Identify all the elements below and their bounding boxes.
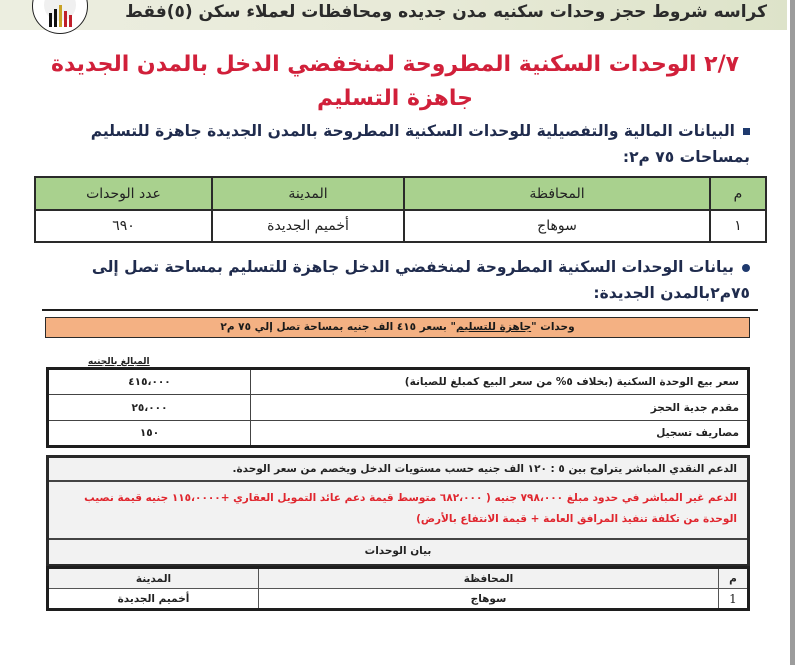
table-row xyxy=(48,589,749,610)
cell-governorate: سوهاج xyxy=(259,589,719,610)
price-label-registration: مصاريف تسجيل xyxy=(251,421,749,447)
table-row xyxy=(48,421,749,447)
indirect-support-text: الدعم غير المباشر في حدود مبلغ ٧٩٨،٠٠٠ جنيه ( ٦٨٢،٠٠٠ متوسط قيمة دعم عائد التمويل العقاري +١١٥،٠٠٠٠ جنيه قيمة نصيب الوحدة من تكلفة تنفيذ المرافق العامة + قيمة الانتفاع بالأرض) xyxy=(49,482,747,540)
cell-number: ١ xyxy=(710,210,766,242)
section-title: ٢/٧ الوحدات السكنية المطروحة لمنخفضي الدخل بالمدن الجديدة xyxy=(50,52,740,77)
price-label-sale: سعر بيع الوحدة السكنية (بخلاف ٥% من سعر البيع كمبلغ للصيانة) xyxy=(251,369,749,395)
price-label-deposit: مقدم جدية الحجز xyxy=(251,395,749,421)
price-value-registration: ١٥٠ xyxy=(48,421,251,447)
bullet-paragraph-2 xyxy=(38,254,750,306)
offer-banner xyxy=(45,317,750,338)
offer-suffix: " بسعر ٤١٥ الف جنيه بمساحة تصل إلي ٧٥ م٢ xyxy=(220,321,456,333)
cell-governorate: سوهاج xyxy=(404,210,710,242)
table-header-row xyxy=(35,177,766,210)
table-row xyxy=(48,395,749,421)
column-header-governorate: المحافظة xyxy=(259,568,719,589)
cell-number: 1 xyxy=(719,589,749,610)
document-header-title: كراسه شروط حجز وحدات سكنيه مدن جديده ومحافظات لعملاء سكن (٥)فقط xyxy=(125,2,767,22)
bullet-paragraph-1 xyxy=(38,118,750,170)
price-value-sale: ٤١٥،٠٠٠ xyxy=(48,369,251,395)
cell-unit-count: ٦٩٠ xyxy=(35,210,212,242)
amounts-currency-label: المبالغ بالجنيه xyxy=(88,357,150,367)
logo-bar xyxy=(59,5,62,27)
bullet-2-text: بيانات الوحدات السكنية المطروحة لمنخفضي الدخل جاهزة للتسليم بمساحة تصل إلى ٧٥م٢بالمدن الجديدة: xyxy=(91,258,750,302)
direct-support-text: الدعم النقدي المباشر يتراوح بين ٥ : ١٢٠ الف جنيه حسب مستويات الدخل ويخصم من سعر الوحدة. xyxy=(49,458,747,482)
page-right-border xyxy=(790,0,795,665)
table-row xyxy=(48,369,749,395)
logo-bar xyxy=(64,11,67,27)
logo-bar xyxy=(54,9,57,27)
round-bullet-icon xyxy=(742,264,750,272)
offer-ready-label: جاهزة للتسليم xyxy=(455,321,532,333)
logo-bar xyxy=(49,13,52,27)
column-header-number: م xyxy=(710,177,766,210)
offer-prefix: وحدات " xyxy=(531,321,575,333)
page-header-band xyxy=(0,0,787,30)
section-divider xyxy=(42,309,758,311)
cell-city: أخميم الجديدة xyxy=(48,589,259,610)
logo-bar xyxy=(69,15,72,27)
column-header-city: المدينة xyxy=(48,568,259,589)
units-summary-table xyxy=(34,176,767,243)
price-value-deposit: ٢٥،٠٠٠ xyxy=(48,395,251,421)
column-header-governorate: المحافظة xyxy=(404,177,710,210)
section-subtitle: جاهزة التسليم xyxy=(316,86,474,111)
table-header-row xyxy=(48,568,749,589)
square-bullet-icon xyxy=(743,128,750,135)
price-breakdown-table xyxy=(46,367,750,448)
bullet-1-text: البيانات المالية والتفصيلية للوحدات السكنية المطروحة بالمدن الجديدة جاهزة للتسليم بمساحات ٧٥ م٢: xyxy=(90,122,750,166)
column-header-number: م xyxy=(719,568,749,589)
column-header-city: المدينة xyxy=(212,177,404,210)
units-list-table xyxy=(46,566,750,611)
units-statement-title: بيان الوحدات xyxy=(364,545,432,557)
table-row xyxy=(35,210,766,242)
support-info-box xyxy=(46,455,750,567)
cell-city: أخميم الجديدة xyxy=(212,210,404,242)
column-header-unit-count: عدد الوحدات xyxy=(35,177,212,210)
